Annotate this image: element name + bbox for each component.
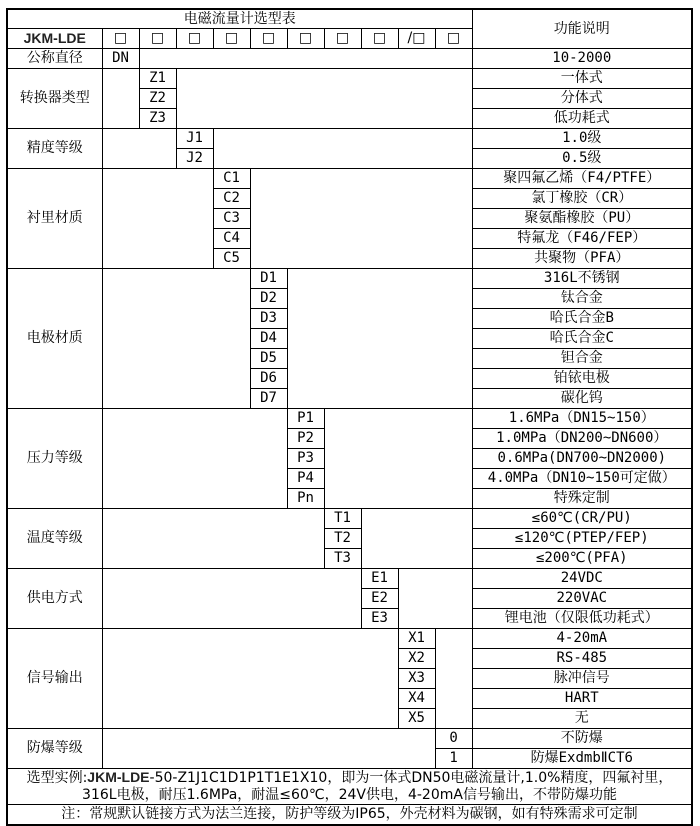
code-cell: P1: [287, 409, 324, 429]
code-cell: J1: [176, 129, 213, 149]
code-cell: D5: [250, 349, 287, 369]
category-label: 供电方式: [7, 569, 102, 629]
code-cell: X4: [398, 689, 435, 709]
code-cell: C5: [213, 249, 250, 269]
code-cell: Pn: [287, 489, 324, 509]
description-cell: 脉冲信号: [472, 669, 692, 689]
table-note: 注：常规默认链接方式为法兰连接，防护等级为IP65，外壳材料为碳钢，如有特殊需求可定制: [7, 805, 692, 826]
model-checkbox: /□: [398, 29, 435, 49]
code-cell: T2: [324, 529, 361, 549]
code-cell: C1: [213, 169, 250, 189]
model-checkbox: □: [287, 29, 324, 49]
description-cell: 氯丁橡胶（CR）: [472, 189, 692, 209]
model-checkbox: □: [213, 29, 250, 49]
code-cell: DN: [102, 49, 139, 69]
description-cell: 特殊定制: [472, 489, 692, 509]
table-title: 电磁流量计选型表: [7, 9, 472, 29]
code-cell: D2: [250, 289, 287, 309]
function-header: 功能说明: [472, 9, 692, 49]
model-checkbox: □: [435, 29, 472, 49]
spacer-cell: [102, 69, 139, 129]
code-cell: J2: [176, 149, 213, 169]
description-cell: 铂铱电极: [472, 369, 692, 389]
description-cell: 聚氨酯橡胶（PU）: [472, 209, 692, 229]
code-cell: D6: [250, 369, 287, 389]
spacer-cell: [213, 129, 472, 169]
description-cell: ≤60℃(CR/PU): [472, 509, 692, 529]
description-cell: 316L不锈钢: [472, 269, 692, 289]
code-cell: 0: [435, 729, 472, 749]
model-prefix: JKM-LDE: [7, 29, 102, 49]
selection-table-body: [7, 9, 692, 825]
description-cell: 10-2000: [472, 49, 692, 69]
description-cell: 1.0MPa（DN200~DN600）: [472, 429, 692, 449]
spacer-cell: [139, 49, 472, 69]
description-cell: ≤200℃(PFA): [472, 549, 692, 569]
description-cell: 共聚物（PFA）: [472, 249, 692, 269]
category-label: 电极材质: [7, 269, 102, 409]
selection-table: [6, 8, 693, 826]
code-cell: E2: [361, 589, 398, 609]
spacer-cell: [287, 269, 472, 409]
description-cell: 1.6MPa（DN15~150）: [472, 409, 692, 429]
description-cell: 钛合金: [472, 289, 692, 309]
code-cell: X1: [398, 629, 435, 649]
description-cell: 防爆ExdmbⅡCT6: [472, 749, 692, 769]
spacer-cell: [361, 509, 472, 569]
example-line2: 316L电极，耐压1.6MPa，耐温≤60℃，24V供电，4-20mA信号输出，不带防爆功能: [82, 787, 617, 803]
code-cell: D4: [250, 329, 287, 349]
model-checkbox: □: [361, 29, 398, 49]
spacer-cell: [102, 169, 213, 269]
code-cell: 1: [435, 749, 472, 769]
code-cell: X3: [398, 669, 435, 689]
example-prefix: 选型实例:: [26, 770, 88, 786]
code-cell: T3: [324, 549, 361, 569]
description-cell: 无: [472, 709, 692, 729]
code-cell: D7: [250, 389, 287, 409]
description-cell: 一体式: [472, 69, 692, 89]
category-label: 精度等级: [7, 129, 102, 169]
code-cell: C4: [213, 229, 250, 249]
category-label: 信号输出: [7, 629, 102, 729]
code-cell: Z2: [139, 89, 176, 109]
description-cell: 聚四氟乙烯（F4/PTFE）: [472, 169, 692, 189]
category-label: 转换器类型: [7, 69, 102, 129]
spacer-cell: [102, 509, 324, 569]
category-label: 温度等级: [7, 509, 102, 569]
description-cell: 特氟龙（F46/FEP）: [472, 229, 692, 249]
code-cell: X2: [398, 649, 435, 669]
description-cell: RS-485: [472, 649, 692, 669]
description-cell: 碳化钨: [472, 389, 692, 409]
code-cell: E3: [361, 609, 398, 629]
spacer-cell: [324, 409, 472, 509]
description-cell: 分体式: [472, 89, 692, 109]
code-cell: Z3: [139, 109, 176, 129]
example-line1-rest: -50-Z1J1C1D1P1T1E1X10，即为一体式DN50电磁流量计,1.0%精度，四氟衬里，: [149, 770, 673, 786]
description-cell: 不防爆: [472, 729, 692, 749]
description-cell: HART: [472, 689, 692, 709]
example-line1: [8, 769, 691, 787]
description-cell: 哈氏合金C: [472, 329, 692, 349]
description-cell: 哈氏合金B: [472, 309, 692, 329]
model-checkbox: □: [102, 29, 139, 49]
category-label: 公称直径: [7, 49, 102, 69]
spacer-cell: [102, 629, 398, 729]
description-cell: 4-20mA: [472, 629, 692, 649]
spacer-cell: [102, 409, 287, 509]
category-label: 压力等级: [7, 409, 102, 509]
code-cell: C3: [213, 209, 250, 229]
description-cell: 钽合金: [472, 349, 692, 369]
code-cell: D1: [250, 269, 287, 289]
description-cell: ≤120℃(PTEP/FEP): [472, 529, 692, 549]
code-cell: D3: [250, 309, 287, 329]
code-cell: P3: [287, 449, 324, 469]
spacer-cell: [102, 569, 361, 629]
code-cell: C2: [213, 189, 250, 209]
category-label: 衬里材质: [7, 169, 102, 269]
description-cell: 锂电池（仅限低功耗式）: [472, 609, 692, 629]
selection-example: [7, 769, 692, 805]
code-cell: P4: [287, 469, 324, 489]
category-label: 防爆等级: [7, 729, 102, 769]
code-cell: P2: [287, 429, 324, 449]
spacer-cell: [250, 169, 472, 269]
description-cell: 0.5级: [472, 149, 692, 169]
example-model: JKM-LDE: [87, 769, 150, 785]
model-checkbox: □: [176, 29, 213, 49]
code-cell: Z1: [139, 69, 176, 89]
description-cell: 低功耗式: [472, 109, 692, 129]
description-cell: 0.6MPa(DN700~DN2000): [472, 449, 692, 469]
description-cell: 1.0级: [472, 129, 692, 149]
spacer-cell: [398, 569, 472, 629]
code-cell: X5: [398, 709, 435, 729]
spacer-cell: [102, 729, 435, 769]
description-cell: 4.0MPa（DN10~150可定做）: [472, 469, 692, 489]
description-cell: 220VAC: [472, 589, 692, 609]
model-checkbox: □: [324, 29, 361, 49]
model-checkbox: □: [250, 29, 287, 49]
model-checkbox: □: [139, 29, 176, 49]
spacer-cell: [435, 629, 472, 729]
spacer-cell: [102, 269, 250, 409]
spacer-cell: [102, 129, 176, 169]
code-cell: E1: [361, 569, 398, 589]
spacer-cell: [176, 69, 472, 129]
code-cell: T1: [324, 509, 361, 529]
description-cell: 24VDC: [472, 569, 692, 589]
